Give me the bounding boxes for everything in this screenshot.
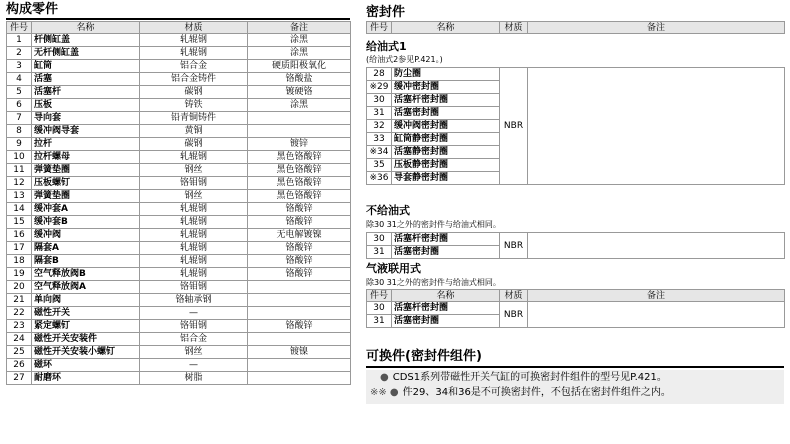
part-number: 26 [7,359,32,372]
part-name: 拉杆 [32,138,140,151]
part-remark: 无电解镀镍 [248,229,351,242]
part-material: 铬轴承钢 [140,294,248,307]
table-row [7,203,351,216]
part-number: 16 [7,229,32,242]
part-name: 空气释放阀B [32,268,140,281]
part-remark [248,281,351,294]
part-number: 21 [7,294,32,307]
part-number: 3 [7,60,32,73]
part-remark: 镀硬铬 [248,86,351,99]
replace-title: 可换件(密封件组件) [366,349,482,364]
part-remark [248,294,351,307]
part-name: 缓冲阀导套 [32,125,140,138]
table-row [7,372,351,385]
part-name: 缓冲阀 [32,229,140,242]
part-number: 24 [7,333,32,346]
part-material: 黄铜 [140,125,248,138]
part-name: 磁性开关安装件 [32,333,140,346]
table-row [7,294,351,307]
table-row [7,320,351,333]
part-number: 25 [7,346,32,359]
seal-number: 31 [367,246,392,259]
part-remark: 黑色铬酸锌 [248,177,351,190]
part-remark: 涂黑 [248,34,351,47]
seal-number: 35 [367,159,392,172]
note-mark: ※※ ● [370,387,399,398]
part-name: 隔套B [32,255,140,268]
section3-title: 气液联用式 [366,262,421,275]
part-remark [248,359,351,372]
part-number: 17 [7,242,32,255]
seal-name: 防尘圈 [392,68,500,81]
part-name: 耐磨环 [32,372,140,385]
part-remark: 铬酸锌 [248,216,351,229]
part-material: 铝合金铸件 [140,73,248,86]
part-material: 轧辊钢 [140,268,248,281]
seal-number: ※29 [367,81,392,94]
part-remark: 铬酸锌 [248,268,351,281]
part-number: 9 [7,138,32,151]
part-number: 5 [7,86,32,99]
header-name: 名称 [32,22,140,34]
seal-number: 31 [367,315,392,328]
part-name: 缸筒 [32,60,140,73]
header-no: 件号 [367,290,392,302]
header-remark: 备注 [528,22,785,34]
part-remark: 黑色铬酸锌 [248,164,351,177]
part-remark: 铬酸锌 [248,255,351,268]
table-row [7,99,351,112]
part-material: 铝合金 [140,333,248,346]
table-row [7,86,351,99]
part-remark: 硬质阳极氧化 [248,60,351,73]
replace-box [366,370,784,404]
table-row [7,190,351,203]
seal-number: 30 [367,302,392,315]
seal-material: NBR [500,302,528,328]
part-name: 弹簧垫圈 [32,164,140,177]
table-row [7,359,351,372]
seal-name: 压板静密封圈 [392,159,500,172]
part-name: 缓冲套A [32,203,140,216]
parts-title-rule [6,18,350,20]
seal-material: NBR [500,68,528,185]
part-remark: 铬酸锌 [248,242,351,255]
part-name: 杆侧缸盖 [32,34,140,47]
part-number: 27 [7,372,32,385]
seal-name: 缓冲密封圈 [392,81,500,94]
part-number: 13 [7,190,32,203]
table-row [367,233,785,246]
seal-number: ※34 [367,146,392,159]
header-remark: 备注 [248,22,351,34]
seal-name: 缓冲阀密封圈 [392,120,500,133]
seals-header-table [366,21,785,34]
part-number: 2 [7,47,32,60]
part-material: 轧辊钢 [140,255,248,268]
seal-name: 缸筒静密封圈 [392,133,500,146]
seal-number: ※36 [367,172,392,185]
part-name: 活塞杆 [32,86,140,99]
replace-line1: ● CDS1系列带磁性开关气缸的可换密封件组件的型号见P.421。 [380,372,667,383]
table-row [7,73,351,86]
part-name: 空气释放阀A [32,281,140,294]
part-name: 缓冲套B [32,216,140,229]
seals-title: 密封件 [366,5,406,20]
part-material: — [140,307,248,320]
seal-name: 活塞密封圈 [392,107,500,120]
header-material: 材质 [500,290,528,302]
seal-number: 31 [367,107,392,120]
section2-table [366,232,785,259]
part-number: 4 [7,73,32,86]
header-no: 件号 [7,22,32,34]
part-material: 铬钼钢 [140,177,248,190]
part-remark: 铬酸锌 [248,203,351,216]
part-material: 铬钼钢 [140,281,248,294]
part-number: 12 [7,177,32,190]
part-material: 轧辊钢 [140,229,248,242]
seal-number: 32 [367,120,392,133]
part-name: 紧定螺钉 [32,320,140,333]
section2-note: 除30 31之外的密封件与给油式相同。 [366,220,501,229]
part-material: 碳钢 [140,86,248,99]
part-material: — [140,359,248,372]
header-material: 材质 [500,22,528,34]
part-material: 轧辊钢 [140,47,248,60]
part-remark [248,307,351,320]
table-row [7,346,351,359]
seal-remark [528,233,785,259]
part-name: 磁性开关 [32,307,140,320]
seal-remark [528,68,785,185]
part-material: 树脂 [140,372,248,385]
part-remark: 涂黑 [248,47,351,60]
table-row [7,34,351,47]
table-row [7,255,351,268]
part-name: 单向阀 [32,294,140,307]
part-number: 15 [7,216,32,229]
seal-name: 活塞密封圈 [392,246,500,259]
table-row [7,164,351,177]
part-material: 钢丝 [140,164,248,177]
section3-note: 除30 31之外的密封件与给油式相同。 [366,278,501,287]
table-row [7,268,351,281]
part-name: 拉杆螺母 [32,151,140,164]
part-number: 22 [7,307,32,320]
part-number: 20 [7,281,32,294]
seal-number: 28 [367,68,392,81]
part-name: 无杆侧缸盖 [32,47,140,60]
part-number: 14 [7,203,32,216]
part-material: 碳钢 [140,138,248,151]
part-name: 磁性开关安装小螺钉 [32,346,140,359]
table-row [7,177,351,190]
seal-number: 33 [367,133,392,146]
part-number: 10 [7,151,32,164]
seal-name: 活塞杆密封圈 [392,233,500,246]
seal-number: 30 [367,94,392,107]
table-row [7,216,351,229]
part-name: 弹簧垫圈 [32,190,140,203]
table-row [7,281,351,294]
part-material: 铸铁 [140,99,248,112]
part-material: 铅青铜铸件 [140,112,248,125]
table-row [7,47,351,60]
table-row [7,60,351,73]
part-remark [248,333,351,346]
part-remark: 涂黑 [248,99,351,112]
part-name: 活塞 [32,73,140,86]
table-row [367,302,785,315]
table-row [7,138,351,151]
table-row [367,68,785,81]
part-number: 1 [7,34,32,47]
part-name: 导向套 [32,112,140,125]
part-number: 18 [7,255,32,268]
replace-title-rule [366,366,784,368]
part-material: 铝合金 [140,60,248,73]
part-material: 钢丝 [140,190,248,203]
parts-title: 构成零件 [6,2,59,17]
part-remark: 铬酸锌 [248,320,351,333]
part-material: 轧辊钢 [140,34,248,47]
part-remark: 镀锌 [248,138,351,151]
part-material: 轧辊钢 [140,151,248,164]
seal-material: NBR [500,233,528,259]
replace-line2: ※※ ● 件29、34和36是不可换密封件，不包括在密封件组件之内。 [370,387,671,398]
part-name: 隔套A [32,242,140,255]
table-row [7,307,351,320]
seal-name: 活塞密封圈 [392,315,500,328]
header-remark: 备注 [528,290,785,302]
part-name: 磁环 [32,359,140,372]
part-material: 轧辊钢 [140,216,248,229]
part-material: 铬钼钢 [140,320,248,333]
seal-name: 活塞静密封圈 [392,146,500,159]
section2-title: 不给油式 [366,204,410,217]
section3-table [366,289,785,328]
seal-remark [528,302,785,328]
part-remark [248,125,351,138]
part-remark: 黑色铬酸锌 [248,190,351,203]
seal-name: 导套静密封圈 [392,172,500,185]
part-name: 压板 [32,99,140,112]
part-material: 轧辊钢 [140,203,248,216]
part-number: 19 [7,268,32,281]
part-name: 压板螺钉 [32,177,140,190]
table-row [7,151,351,164]
seal-number: 30 [367,233,392,246]
seal-name: 活塞杆密封圈 [392,94,500,107]
section1-title: 给油式1 [366,40,407,53]
part-number: 8 [7,125,32,138]
part-number: 7 [7,112,32,125]
part-number: 6 [7,99,32,112]
part-remark [248,112,351,125]
parts-table [6,21,351,385]
section1-note: (给油式2参见P.421。) [366,55,443,64]
table-row [7,242,351,255]
table-row [7,333,351,346]
header-no: 件号 [367,22,392,34]
part-remark: 铬酸盐 [248,73,351,86]
part-remark [248,372,351,385]
seal-name: 活塞杆密封圈 [392,302,500,315]
bullet-mark: ● [380,372,389,383]
header-name: 名称 [392,290,500,302]
table-row [7,125,351,138]
part-material: 轧辊钢 [140,242,248,255]
part-number: 11 [7,164,32,177]
part-material: 钢丝 [140,346,248,359]
header-name: 名称 [392,22,500,34]
part-remark: 镀镍 [248,346,351,359]
header-material: 材质 [140,22,248,34]
part-remark: 黑色铬酸锌 [248,151,351,164]
table-row [7,112,351,125]
section1-table [366,67,785,185]
part-number: 23 [7,320,32,333]
table-row [7,229,351,242]
